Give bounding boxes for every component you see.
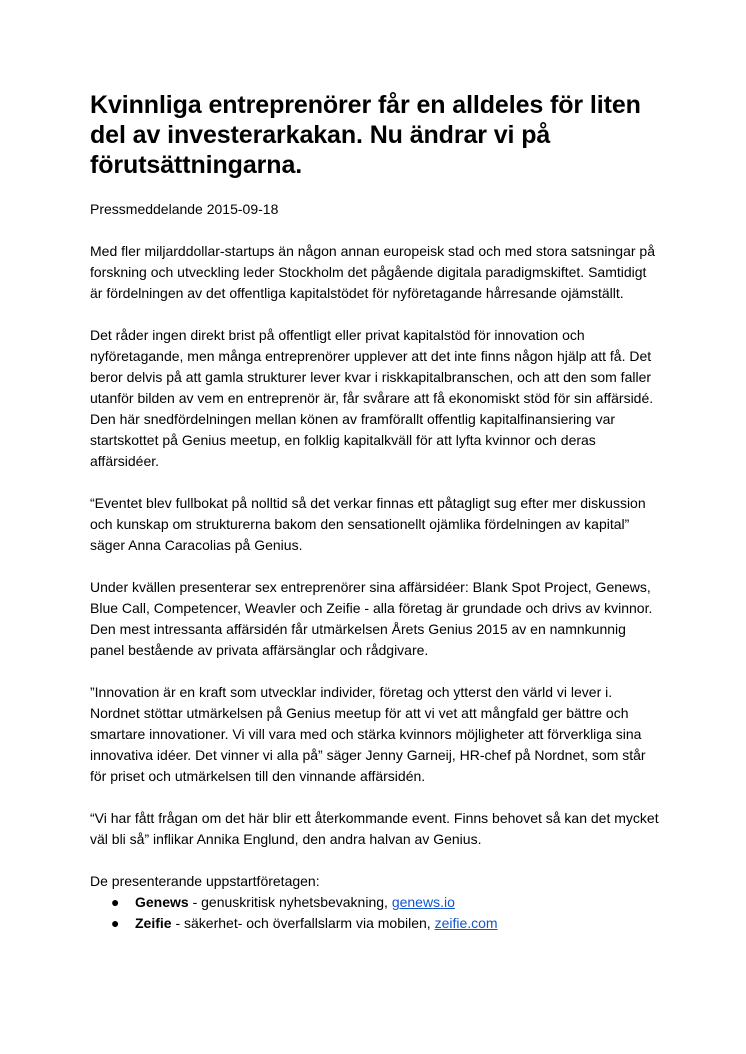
startup-list-intro: De presenterande uppstartföretagen:	[90, 873, 320, 889]
company-description: - genuskritisk nyhetsbevakning,	[188, 894, 392, 910]
list-item	[111, 913, 660, 934]
paragraph-3-quote: “Eventet blev fullbokat på nolltid så det verkar finnas ett påtagligt sug efter mer diskussion och kunskap om strukturerna bakom den sensationellt ojämlika fördelningen av kapital” säger Anna Caracolias på Genius.	[90, 495, 646, 553]
list-item	[111, 892, 660, 913]
bullet-icon: ●	[111, 915, 120, 931]
paragraph-6-quote: “Vi har fått frågan om det här blir ett återkommande event. Finns behovet så kan det mycket väl bli så” inflikar Annika Englund, den andra halvan av Genius.	[90, 810, 659, 847]
document-title: Kvinnliga entreprenörer får en alldeles för liten del av investerarkakan. Nu ändrar vi på förutsättningarna.	[90, 91, 641, 179]
press-release-date: Pressmeddelande 2015-09-18	[90, 201, 279, 217]
company-link[interactable]: zeifie.com	[434, 915, 498, 931]
company-link[interactable]: genews.io	[391, 894, 455, 910]
press-release-page	[90, 90, 660, 934]
paragraph-2: Det råder ingen direkt brist på offentligt eller privat kapitalstöd för innovation och nyföretagande, men många entreprenörer upplever att det inte finns någon hjälp att få. Det beror delvis på att gamla strukturer lever kvar i riskkapitalbranschen, och att den som faller utanför bilden av vem en entreprenör är, får svårare att få ekonomiskt stöd för sin affärsidé. Den här snedfördelningen mellan könen av framförallt offentlig kapitalfinansiering var startskottet på Genius meetup, en folklig kapitalkväll för att lyfta kvinnor och deras affärsidéer.	[90, 327, 654, 469]
paragraph-1: Med fler miljarddollar-startups än någon annan europeisk stad och med stora satsningar på forskning och utveckling leder Stockholm det pågående digitala paradigmskiftet. Samtidigt är fördelningen av det offentliga kapitalstödet för nyföretagande hårresande ojämställt.	[90, 243, 655, 301]
startup-list	[90, 892, 660, 934]
company-name: Genews	[135, 894, 189, 910]
company-description: - säkerhet- och överfallslarm via mobilen,	[171, 915, 435, 931]
paragraph-5-quote: ”Innovation är en kraft som utvecklar individer, företag och ytterst den värld vi lever i. Nordnet stöttar utmärkelsen på Genius meetup för att vi vet att mångfald ger bättre och smartare innovationer. Vi vill vara med och stärka kvinnors möjligheter att förverkliga sina innovativa idéer. Det vinner vi alla på” säger Jenny Garneij, HR-chef på Nordnet, som står för priset och utmärkelsen till den vinnande affärsidén.	[90, 684, 646, 784]
paragraph-4: Under kvällen presenterar sex entreprenörer sina affärsidéer: Blank Spot Project, Genews, Blue Call, Competencer, Weavler och Zeifie - alla företag är grundade och drivs av kvinnor. Den mest intressanta affärsidén får utmärkelsen Årets Genius 2015 av en namnkunnig panel bestående av privata affärsänglar och rådgivare.	[90, 579, 653, 658]
company-name: Zeifie	[135, 915, 172, 931]
bullet-icon: ●	[111, 894, 120, 910]
